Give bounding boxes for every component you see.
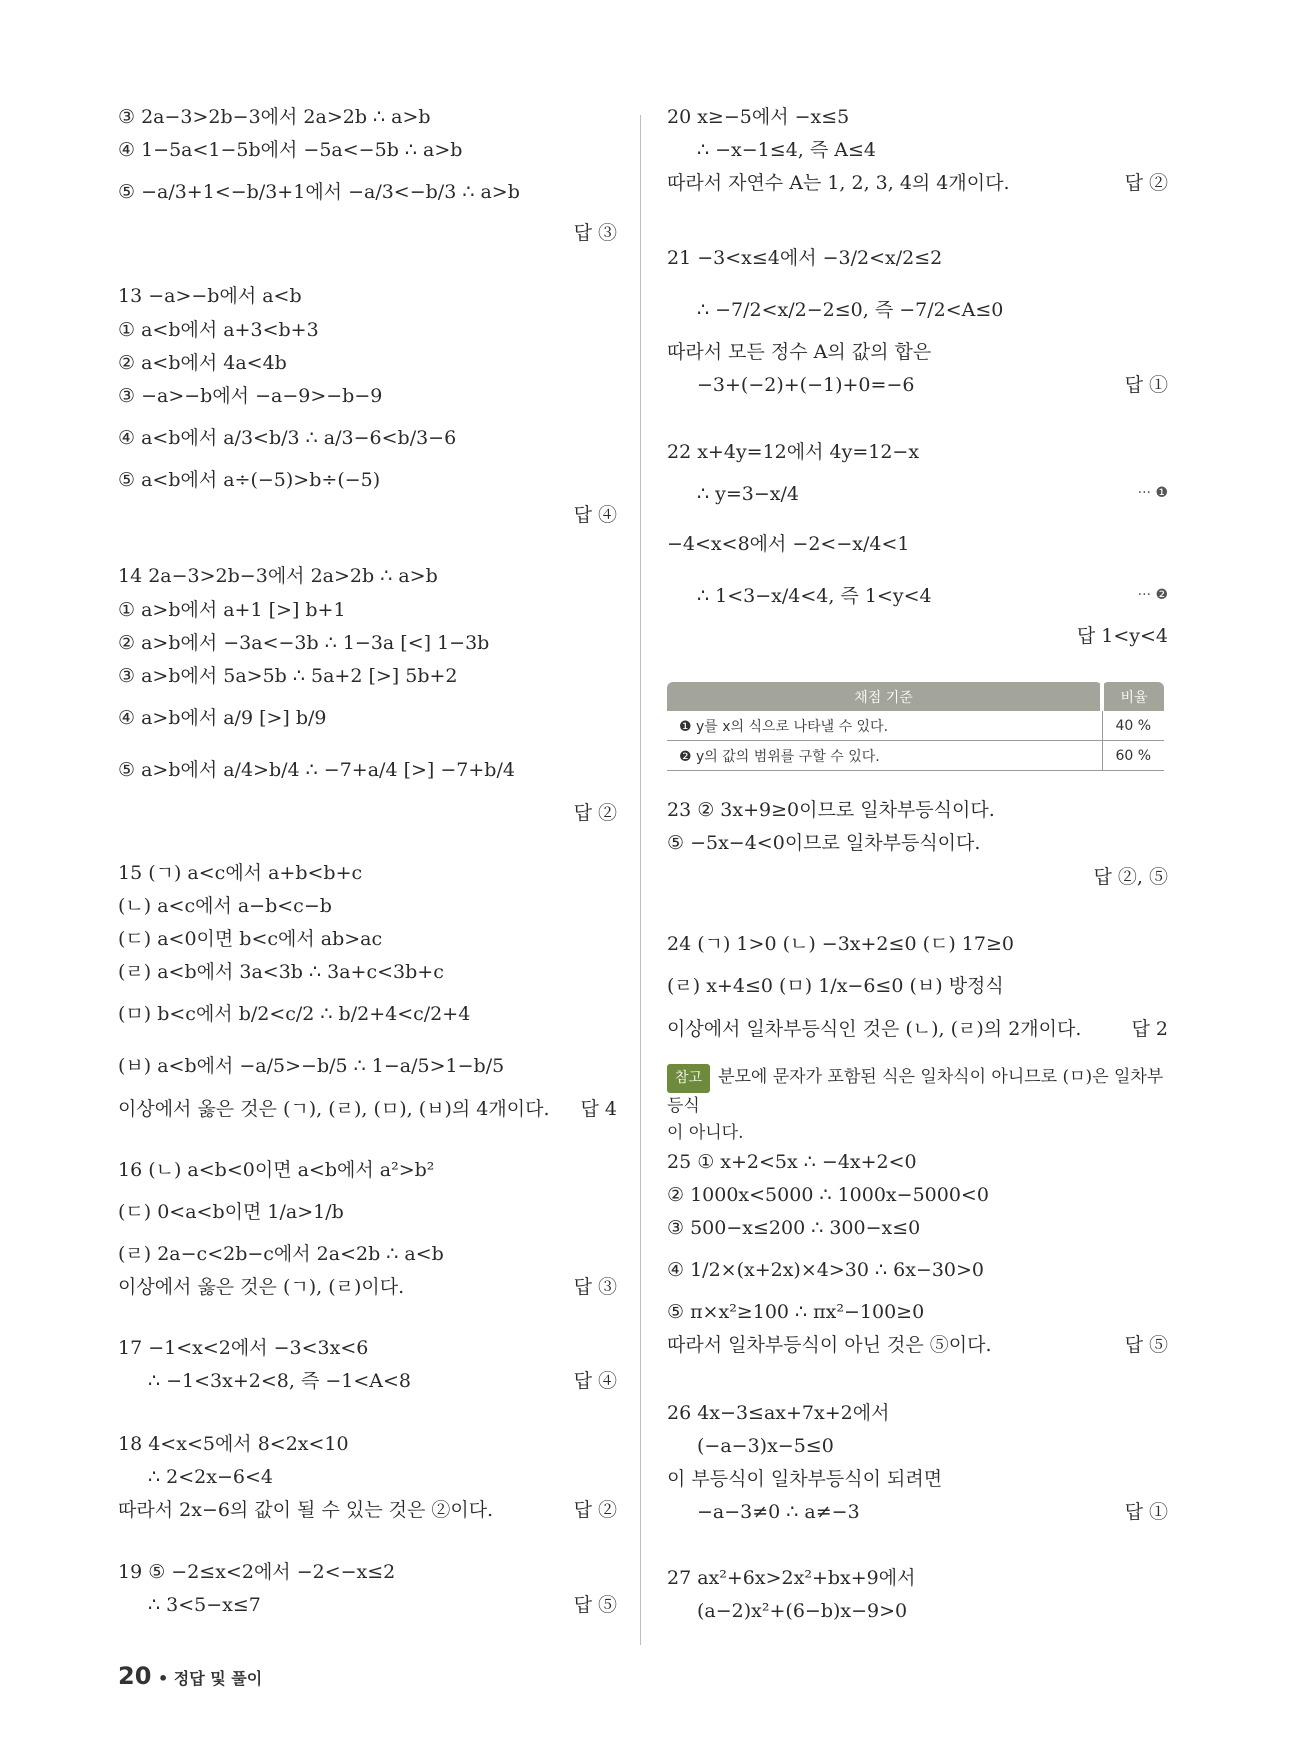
page-number: 20 xyxy=(118,1662,152,1690)
problem-line: 24 (ㄱ) 1>0 (ㄴ) −3x+2≤0 (ㄷ) 17≥0 xyxy=(667,933,1014,955)
table-cell-ratio: 60 % xyxy=(1102,741,1164,771)
problem-line: 21 −3<x≤4에서 −3/2<x/2≤2 xyxy=(667,247,943,269)
solution-line: 이상에서 옳은 것은 (ㄱ), (ㄹ), (ㅁ), (ㅂ)의 4개이다. xyxy=(118,1098,550,1120)
solution-line: ① a<b에서 a+3<b+3 xyxy=(118,319,319,341)
problem-line: 22 x+4y=12에서 4y=12−x xyxy=(667,441,920,463)
solution-line: ③ 2a−3>2b−3에서 2a>2b ∴ a>b xyxy=(118,106,431,128)
solution-line: −3+(−2)+(−1)+0=−6 xyxy=(697,374,915,396)
problem-line: 15 (ㄱ) a<c에서 a+b<b+c xyxy=(118,862,363,884)
answer-label: 답 ② xyxy=(1124,172,1168,194)
answer-label: 답 ③ xyxy=(573,222,617,244)
solution-line: ⑤ a<b에서 a÷(−5)>b÷(−5) xyxy=(118,469,381,491)
answer-label: 답 ④ xyxy=(573,1370,617,1392)
scoring-table xyxy=(667,682,1164,771)
answer-label: 답 ① xyxy=(1124,374,1168,396)
solution-line: ⑤ −a/3+1<−b/3+1에서 −a/3<−b/3 ∴ a>b xyxy=(118,181,520,203)
table-row xyxy=(667,741,1164,771)
solution-line: ③ 500−x≤200 ∴ 300−x≤0 xyxy=(667,1217,921,1239)
solution-line: ⑤ −5x−4<0이므로 일차부등식이다. xyxy=(667,832,981,854)
solution-line: (ㄷ) a<0이면 b<c에서 ab>ac xyxy=(118,928,383,950)
solution-line: ⑤ π×x²≥100 ∴ πx²−100≥0 xyxy=(667,1301,925,1323)
solution-line: 따라서 모든 정수 A의 값의 합은 xyxy=(667,341,932,363)
solution-line: ① a>b에서 a+1 [>] b+1 xyxy=(118,599,346,621)
table-cell-criteria: ❶ y를 x의 식으로 나타낼 수 있다. xyxy=(667,711,1102,741)
solution-line: ④ 1−5a<1−5b에서 −5a<−5b ∴ a>b xyxy=(118,139,463,161)
table-cell-criteria: ❷ y의 값의 범위를 구할 수 있다. xyxy=(667,741,1102,771)
problem-line: 19 ⑤ −2≤x<2에서 −2<−x≤2 xyxy=(118,1561,396,1583)
solution-line: 따라서 2x−6의 값이 될 수 있는 것은 ②이다. xyxy=(118,1499,494,1521)
solution-line: ∴ −x−1≤4, 즉 A≤4 xyxy=(697,139,876,161)
answer-label: 답 ②, ⑤ xyxy=(1093,866,1168,888)
answer-label: 답 ⑤ xyxy=(1124,1334,1168,1356)
solution-line: 이 부등식이 일차부등식이 되려면 xyxy=(667,1468,943,1490)
problem-line: 20 x≥−5에서 −x≤5 xyxy=(667,106,850,128)
problem-line: 17 −1<x<2에서 −3<3x<6 xyxy=(118,1337,369,1359)
answer-label: 답 2 xyxy=(1131,1018,1168,1040)
solution-line: ∴ −7/2<x/2−2≤0, 즉 −7/2<A≤0 xyxy=(697,299,1004,321)
answer-label: 답 ② xyxy=(573,802,617,824)
solution-line: ③ a>b에서 5a>5b ∴ 5a+2 [>] 5b+2 xyxy=(118,665,458,687)
solution-line: (ㄴ) a<c에서 a−b<c−b xyxy=(118,895,332,917)
problem-line: 27 ax²+6x>2x²+bx+9에서 xyxy=(667,1567,916,1589)
problem-line: 26 4x−3≤ax+7x+2에서 xyxy=(667,1402,890,1424)
answer-label: 답 ① xyxy=(1124,1501,1168,1523)
problem-line: 25 ① x+2<5x ∴ −4x+2<0 xyxy=(667,1151,917,1173)
solution-line: ∴ 1<3−x/4<4, 즉 1<y<4 xyxy=(697,585,932,607)
solution-line: ② a>b에서 −3a<−3b ∴ 1−3a [<] 1−3b xyxy=(118,632,490,654)
solution-line: (ㅁ) b<c에서 b/2<c/2 ∴ b/2+4<c/2+4 xyxy=(118,1003,471,1025)
note-badge: 참고 xyxy=(667,1064,710,1093)
solution-line: (ㄹ) a<b에서 3a<3b ∴ 3a+c<3b+c xyxy=(118,961,444,983)
step-marker: ··· ❶ xyxy=(1137,485,1168,501)
solution-line: ④ a>b에서 a/9 [>] b/9 xyxy=(118,707,327,729)
table-head-ratio: 비율 xyxy=(1102,682,1164,711)
step-marker: ··· ❷ xyxy=(1137,587,1168,603)
answer-label: 답 ④ xyxy=(573,504,617,526)
solution-line: ∴ 3<5−x≤7 xyxy=(148,1594,261,1616)
problem-line: 16 (ㄴ) a<b<0이면 a<b에서 a²>b² xyxy=(118,1159,435,1181)
problem-line: 18 4<x<5에서 8<2x<10 xyxy=(118,1433,349,1455)
solution-line: 따라서 일차부등식이 아닌 것은 ⑤이다. xyxy=(667,1334,992,1356)
table-head-criteria: 채점 기준 xyxy=(667,682,1102,711)
answer-label: 답 ② xyxy=(573,1499,617,1521)
solution-line: ③ −a>−b에서 −a−9>−b−9 xyxy=(118,385,383,407)
solution-line: (ㄹ) x+4≤0 (ㅁ) 1/x−6≤0 (ㅂ) 방정식 xyxy=(667,975,1004,997)
solution-line: 이상에서 옳은 것은 (ㄱ), (ㄹ)이다. xyxy=(118,1276,405,1298)
problem-line: 13 −a>−b에서 a<b xyxy=(118,285,302,307)
solution-line: (a−2)x²+(6−b)x−9>0 xyxy=(697,1600,908,1622)
answer-label: 답 4 xyxy=(580,1098,617,1120)
solution-line: ∴ y=3−x/4 xyxy=(697,483,799,505)
solution-line: 따라서 자연수 A는 1, 2, 3, 4의 4개이다. xyxy=(667,172,1010,194)
solution-line: 이상에서 일차부등식인 것은 (ㄴ), (ㄹ)의 2개이다. xyxy=(667,1018,1082,1040)
solution-line: ∴ 2<2x−6<4 xyxy=(148,1466,273,1488)
table-row xyxy=(667,711,1164,741)
solution-line: (ㄹ) 2a−c<2b−c에서 2a<2b ∴ a<b xyxy=(118,1243,444,1265)
solution-line: −a−3≠0 ∴ a≠−3 xyxy=(697,1501,860,1523)
answer-label: 답 ③ xyxy=(573,1276,617,1298)
solution-line: ⑤ a>b에서 a/4>b/4 ∴ −7+a/4 [>] −7+b/4 xyxy=(118,759,515,781)
solution-line: ∴ −1<3x+2<8, 즉 −1<A<8 xyxy=(148,1370,412,1392)
solution-line: (−a−3)x−5≤0 xyxy=(697,1435,834,1457)
solution-line: (ㅂ) a<b에서 −a/5>−b/5 ∴ 1−a/5>1−b/5 xyxy=(118,1055,505,1077)
solution-line: ④ a<b에서 a/3<b/3 ∴ a/3−6<b/3−6 xyxy=(118,427,457,449)
table-cell-ratio: 40 % xyxy=(1102,711,1164,741)
note-line1: 분모에 문자가 포함된 식은 일차식이 아니므로 (ㅁ)은 일차부등식 xyxy=(667,1067,1164,1116)
problem-line: 23 ② 3x+9≥0이므로 일차부등식이다. xyxy=(667,799,995,821)
answer-label: 답 1<y<4 xyxy=(1076,625,1168,647)
footer-title: • 정답 및 풀이 xyxy=(158,1669,263,1688)
answer-label: 답 ⑤ xyxy=(573,1594,617,1616)
problem-line: 14 2a−3>2b−3에서 2a>2b ∴ a>b xyxy=(118,565,438,587)
solution-line: −4<x<8에서 −2<−x/4<1 xyxy=(667,533,910,555)
solution-line: ② 1000x<5000 ∴ 1000x−5000<0 xyxy=(667,1184,989,1206)
note-line2: 이 아니다. xyxy=(667,1123,744,1143)
solution-line: ② a<b에서 4a<4b xyxy=(118,352,287,374)
note xyxy=(667,1064,1167,1147)
solution-line: (ㄷ) 0<a<b이면 1/a>1/b xyxy=(118,1201,344,1223)
column-divider xyxy=(640,115,641,1645)
solution-line: ④ 1/2×(x+2x)×4>30 ∴ 6x−30>0 xyxy=(667,1259,985,1281)
